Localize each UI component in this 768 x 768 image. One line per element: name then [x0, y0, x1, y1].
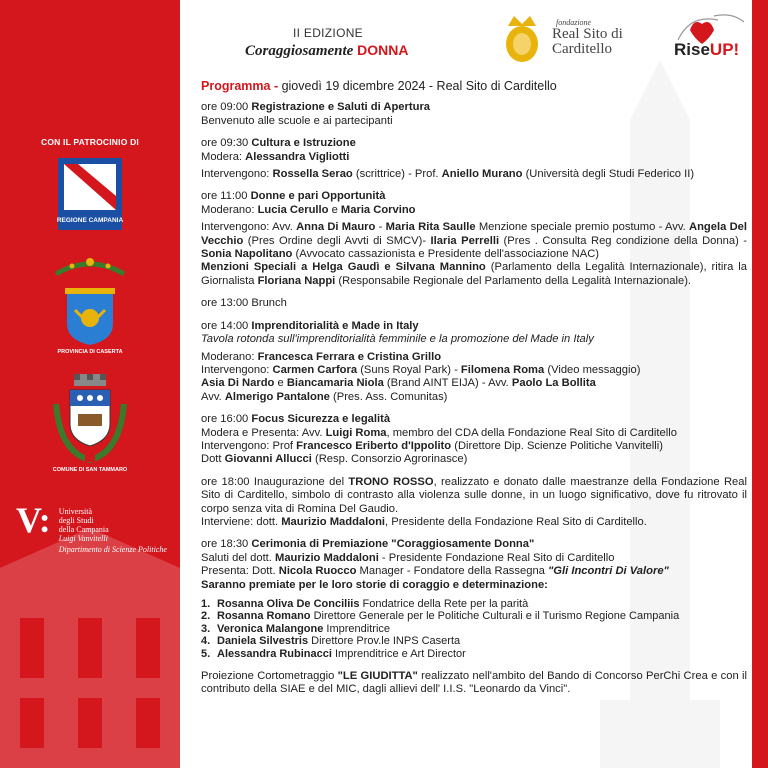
s2-mod-label: Modera:	[201, 150, 246, 163]
s6-speaker-2: Giovanni Allucci	[224, 453, 312, 466]
patrocinio-label: CON IL PATROCINIO DI	[41, 137, 139, 147]
s5-sub: Tavola rotonda sull'imprenditorialità femminile e la promozione del Made in Italy	[201, 333, 594, 346]
s1-title: Registrazione e Saluti di Apertura	[251, 101, 431, 114]
s3-text-2: Menzione speciale premio postumo - Avv.	[475, 221, 689, 234]
provincia-caserta-label: PROVINCIA DI CASERTA	[57, 349, 123, 355]
sidebar	[0, 0, 180, 768]
s2-title: Cultura e Istruzione	[251, 137, 356, 150]
award-role: Direttore Generale per le Politiche Culturali e il Turismo Regione Campania	[310, 610, 680, 623]
s8-time: ore 18:30	[201, 538, 252, 551]
s3-moderator-2: Maria Corvino	[340, 203, 416, 216]
s3-speaker-4: Ilaria Perrelli	[430, 234, 500, 247]
award-item	[201, 648, 747, 660]
s3-and: e	[328, 203, 341, 216]
s3-speaker-6: Floriana Nappi	[257, 274, 336, 287]
provincia-caserta-shield	[65, 288, 115, 346]
s5-speaker-5: Paolo La Bollita	[511, 377, 596, 390]
riseup-text	[674, 40, 739, 60]
s6-int-label: Intervengono: Prof	[201, 439, 297, 452]
award-role: Imprenditrice e Art Director	[331, 647, 466, 660]
laurel-wreath-icon	[50, 252, 130, 282]
s8-title: Cerimonia di Premiazione "Coraggiosamente Donna"	[251, 538, 535, 551]
s8-pres-name: Nicola Ruocco	[278, 565, 357, 578]
s2-time: ore 09:30	[201, 137, 252, 150]
comune-san-tammaro-crest	[52, 374, 128, 464]
s3-title: Donne e pari Opportunità	[250, 190, 386, 203]
award-role: Imprenditrice	[323, 622, 391, 635]
uni-line-5: Dipartimento di Scienze Politiche	[58, 545, 167, 554]
award-number: 5.	[201, 647, 211, 660]
s5-text-4: (Brand AINT EIJA) - Avv.	[383, 377, 512, 390]
fondazione-name-1: Real Sito di	[552, 26, 623, 42]
uni-line-4: Luigi Vanvitelli	[58, 534, 108, 543]
s4-brunch: ore 13:00 Brunch	[201, 297, 287, 310]
event-name-red: DONNA	[357, 42, 409, 58]
s2-text-2: (Università degli Studi Federico II)	[522, 168, 695, 181]
s3-moderator-1: Lucia Cerullo	[257, 203, 329, 216]
regione-campania-label: REGIONE CAMPANIA	[56, 217, 124, 224]
s2-text-1: (scrittrice) - Prof.	[352, 168, 442, 181]
award-name: Alessandra Rubinacci	[217, 647, 332, 660]
vanvitelli-mark: V:	[16, 500, 51, 540]
s6-text-2: (Direttore Dip. Scienze Politiche Vanvitelli)	[451, 439, 663, 452]
s3-speaker-5: Sonia Napolitano	[201, 248, 293, 261]
award-name: Veronica Malangone	[217, 622, 324, 635]
provincia-caserta-logo	[0, 288, 180, 355]
fondazione-name-2: Carditello	[552, 41, 612, 57]
award-number: 3.	[201, 622, 211, 635]
s6-mod-label: Modera e Presenta: Avv.	[201, 426, 326, 439]
s3-speaker-2: Maria Rita Saulle	[385, 221, 476, 234]
s2-speaker-1: Rossella Serao	[272, 168, 353, 181]
s7-trono-rosso: TRONO ROSSO	[348, 475, 434, 488]
s9-film-title: "LE GIUDITTA"	[337, 670, 418, 683]
s3-text-4: (Pres . Consulta Reg condizione della Donna) -	[499, 234, 747, 247]
fondazione-small-label: fondazione	[556, 18, 592, 27]
session-1400	[201, 320, 747, 404]
comune-san-tammaro-label: COMUNE DI SAN TAMMARO	[52, 467, 128, 473]
award-name: Rosanna Oliva De Conciliis	[217, 598, 360, 610]
s7-text-2: , Presidente della Fondazione Real Sito di Carditello.	[385, 515, 647, 528]
award-number: 1.	[201, 598, 211, 610]
s5-and: e	[274, 377, 287, 390]
edition-label: II EDIZIONE	[293, 26, 363, 40]
session-0930	[201, 137, 747, 181]
s3-mod-label: Moderano:	[201, 203, 258, 216]
session-1800	[201, 476, 747, 530]
s9-label: Proiezione Cortometraggio	[201, 670, 338, 683]
s8-pres-rassegna: "Gli Incontri Di Valore"	[548, 565, 669, 578]
s3-speaker-1: Anna Di Mauro	[296, 221, 376, 234]
uni-line-2: degli Studi	[58, 516, 94, 525]
s5-speaker-4: Biancamaria Niola	[286, 377, 384, 390]
award-item	[201, 635, 747, 647]
event-name-main: Coraggiosamente	[245, 43, 354, 59]
crown-emblem-icon	[500, 12, 544, 64]
regione-campania-logo	[0, 158, 180, 230]
s5-speaker-2: Filomena Roma	[460, 363, 545, 376]
s7-text: , realizzato e donato dalle maestranze della Fondazione Real Sito di Carditello, simbolo di contrasto alla violenza sulle donne, in un luogo significativo, dove fu ritrovato il corpo senza vita di Romina Del Gaudio.	[201, 475, 747, 515]
s5-int-label: Intervengono:	[201, 363, 273, 376]
award-role: Fondatrice della Rete per la parità	[359, 598, 529, 610]
s1-sub: Benvenuto alle scuole e ai partecipanti	[201, 114, 393, 127]
s3-time: ore 11:00	[201, 190, 251, 203]
s6-moderator: Luigi Roma	[325, 426, 387, 439]
event-title	[245, 26, 425, 60]
s3-int-label: Intervengono: Avv.	[201, 221, 297, 234]
s6-text-1: , membro del CDA della Fondazione Real Sito di Carditello	[386, 426, 677, 439]
session-1600	[201, 413, 747, 467]
s6-text-4: (Resp. Consorzio Agrorinasce)	[311, 453, 468, 466]
session-0900	[201, 101, 747, 128]
session-1830	[201, 538, 747, 696]
award-name: Daniela Silvestris	[217, 635, 309, 648]
s5-title: Imprenditorialità e Made in Italy	[251, 319, 419, 332]
s3-dash: -	[375, 221, 386, 234]
s8-sal-label: Saluti del dott.	[201, 551, 276, 564]
s5-speaker-6: Almerigo Pantalone	[224, 390, 330, 403]
award-number: 2.	[201, 610, 211, 623]
s5-moderators: Francesca Ferrara e Cristina Grillo	[257, 350, 442, 363]
s2-moderator: Alessandra Vigliotti	[245, 150, 350, 163]
s3-text-3: (Pres Ordine degli Avvti di SMCV)-	[243, 234, 431, 247]
s7-time: ore 18:00 Inaugurazione del	[201, 475, 349, 488]
s5-mod-label: Moderano:	[201, 350, 258, 363]
riseup-logo	[670, 10, 750, 66]
riseup-text-1: Rise	[674, 40, 710, 59]
fondazione-logo	[500, 12, 623, 64]
s2-int-label: Intervengono:	[201, 168, 273, 181]
riseup-text-2: UP!	[709, 40, 740, 59]
session-1100	[201, 190, 747, 288]
s8-premiate: Saranno premiate per le loro storie di coraggio e determinazione:	[201, 578, 548, 591]
award-item	[201, 623, 747, 635]
s6-text-3: Dott	[201, 453, 225, 466]
s5-speaker-1: Carmen Carfora	[272, 363, 358, 376]
s5-text-1: (Suns Royal Park) -	[357, 363, 461, 376]
award-name: Rosanna Romano	[217, 610, 311, 623]
uni-line-3: della Campania	[58, 525, 109, 534]
program	[201, 80, 747, 706]
s5-speaker-3: Asia Di Nardo	[201, 377, 275, 390]
program-label: Programma -	[201, 79, 279, 93]
s8-sal-text: - Presidente Fondazione Real Sito di Carditello	[378, 551, 615, 564]
s6-time: ore 16:00	[201, 413, 252, 426]
awards-list	[201, 598, 747, 660]
program-heading	[201, 80, 747, 93]
session-1300	[201, 297, 747, 310]
s5-text-5: Avv.	[201, 390, 225, 403]
s7-speaker: Maurizio Maddaloni	[281, 515, 386, 528]
s1-time: ore 09:00	[201, 101, 252, 114]
s3-text-7: (Responsabile Regionale del Parlamento della Legalità Internazionale).	[335, 274, 692, 287]
s2-speaker-2: Aniello Murano	[441, 168, 523, 181]
s5-text-6: (Pres. Ass. Comunitas)	[329, 390, 448, 403]
s8-sal-name: Maurizio Maddaloni	[275, 551, 379, 564]
award-number: 4.	[201, 635, 211, 648]
s5-time: ore 14:00	[201, 319, 252, 332]
laurel-decoration	[0, 252, 180, 282]
s5-text-2: (Video messaggio)	[544, 363, 641, 376]
s7-int-label: Interviene: dott.	[201, 515, 282, 528]
universita-vanvitelli-logo	[16, 500, 167, 554]
event-name	[245, 42, 425, 60]
award-item	[201, 598, 747, 610]
s6-speaker-1: Francesco Eriberto d'Ippolito	[296, 439, 452, 452]
uni-line-1: Università	[58, 507, 93, 516]
s3-speaker-3: Angela Del Vecchio	[201, 221, 747, 247]
s3-text-5: (Avvocato cassazionista e Presidente dell'associazione NAC)	[292, 248, 600, 261]
program-date-place: giovedì 19 dicembre 2024 - Real Sito di Carditello	[278, 79, 557, 93]
s6-title: Focus Sicurezza e legalità	[251, 413, 391, 426]
s9-text: realizzato nell'ambito del Bando di Concorso PerChi Crea e con il contributo della SIAE e del MIC, dagli allievi dell' I.I.S. "Leonardo da Vinci".	[201, 670, 747, 696]
s3-special-mentions: Menzioni Speciali a Helga Gaudì e Silvana Mannino	[201, 261, 486, 274]
comune-san-tammaro-logo	[0, 374, 180, 473]
s8-pres-label: Presenta: Dott.	[201, 565, 279, 578]
s3-text-6: (Parlamento della Legalità Internazionale), ritira la Giornalista	[201, 261, 747, 287]
award-role: Direttore Prov.le INPS Caserta	[308, 635, 461, 648]
award-item	[201, 610, 747, 622]
s8-pres-text: Manager - Fondatore della Rassegna	[356, 565, 548, 578]
